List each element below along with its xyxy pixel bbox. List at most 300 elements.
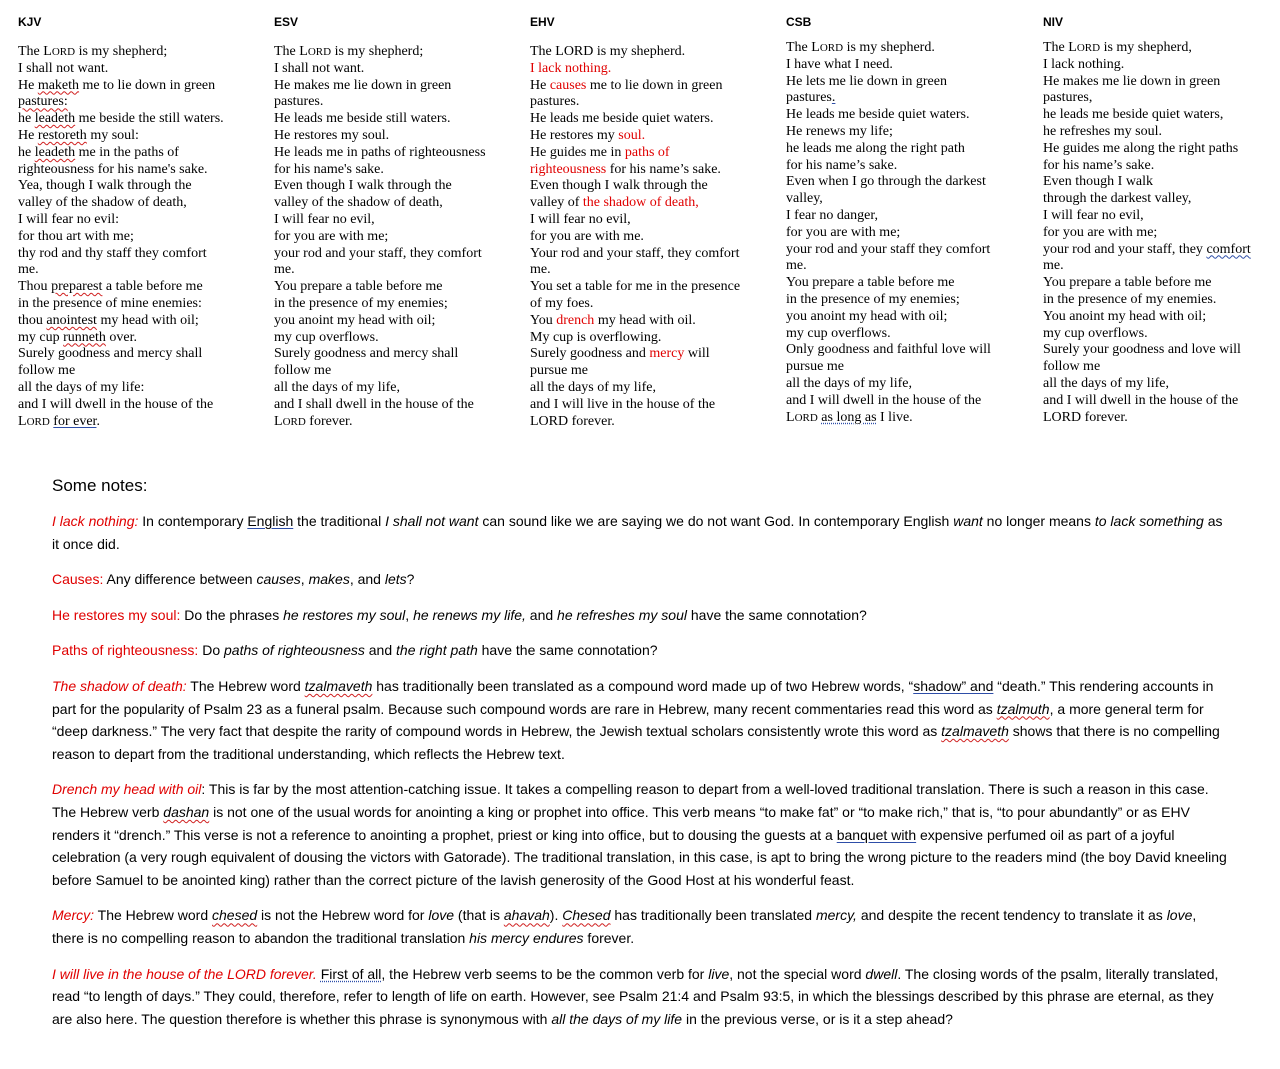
verse-line	[18, 195, 263, 212]
text-run: in the presence of my enemies;	[274, 295, 448, 311]
verse-line	[786, 275, 1031, 292]
verse-line	[1043, 410, 1280, 427]
text-run: He restores my soul:	[52, 606, 181, 623]
verse-line	[274, 162, 519, 179]
text-run: he	[18, 144, 35, 160]
text-run: You prepare a table before me	[786, 275, 955, 291]
verse-line	[274, 212, 519, 229]
verse-line	[786, 242, 1031, 259]
text-run: ORD	[819, 42, 844, 54]
verse-line	[18, 94, 263, 111]
text-run: Even when I go through the darkest	[786, 174, 986, 190]
text-run: (that is	[454, 907, 504, 924]
text-run: no longer means	[982, 513, 1095, 529]
verse-line	[1043, 40, 1280, 57]
verse-line	[786, 141, 1031, 158]
text-run: valley of the shadow of death,	[18, 195, 187, 211]
text-run: I will fear no evil,	[530, 211, 631, 227]
text-run: his mercy endures	[469, 929, 584, 946]
text-run: I shall not want.	[274, 60, 365, 76]
text-run: He leads me in paths of righteousness	[274, 144, 486, 160]
text-run: your rod and your staff, they comfort	[274, 245, 482, 261]
text-run: have the same connotation?	[686, 606, 867, 623]
text-run: for his name’s sake.	[606, 161, 721, 177]
verse-line	[274, 380, 519, 397]
verse-line	[18, 380, 263, 397]
verse-line	[1043, 326, 1280, 343]
text-run: He restores my soul.	[274, 127, 390, 143]
text-run: Even though I walk through the	[530, 178, 708, 194]
verse-line	[274, 346, 519, 363]
verse-line	[786, 410, 1031, 427]
column-heading: KJV	[18, 15, 42, 29]
text-run: I will fear no evil:	[18, 211, 120, 227]
verse-line	[1043, 90, 1280, 107]
text-run: and I will live in the house of the	[530, 396, 716, 412]
text-run: ORD	[51, 46, 76, 58]
note-shadow-of-death	[52, 675, 1232, 765]
text-run: and I will dwell in the house of the	[18, 396, 214, 412]
text-run: he	[18, 111, 35, 127]
text-run: restoreth	[37, 127, 87, 143]
text-run: shadow” and	[913, 677, 994, 694]
text-run: You anoint my head with oil;	[1043, 308, 1207, 324]
text-run: my head with oil.	[594, 312, 696, 328]
text-run: : This is far by the most attention-catching issue. It takes a compelling reason to depart from a well-loved traditional translation. There is such a reason in this case. The Hebrew verb	[52, 781, 1209, 820]
verse-line	[274, 128, 519, 145]
text-run: valley of the shadow of death,	[274, 195, 443, 211]
text-run: You prepare a table before me	[274, 279, 443, 295]
text-run: forever.	[305, 413, 353, 429]
text-run: chesed	[212, 907, 258, 924]
note-restores-soul	[52, 604, 1232, 627]
text-run: me to lie down in green	[79, 77, 216, 93]
verse-line	[1043, 393, 1280, 410]
verse-line	[274, 262, 519, 279]
text-run: comfort	[1206, 241, 1251, 257]
text-run: paths of	[624, 144, 670, 160]
text-run: L	[274, 413, 283, 429]
verse-line	[786, 174, 1031, 191]
verse-line	[530, 246, 775, 263]
text-run: L	[43, 44, 52, 59]
text-run: he leads me beside quiet waters,	[1043, 107, 1224, 123]
text-run: banquet with	[836, 826, 917, 843]
text-run: to lack something	[1094, 513, 1204, 529]
verse-line	[18, 229, 263, 246]
verse-line	[1043, 191, 1280, 208]
text-run: pastures.	[274, 94, 324, 110]
text-run: have the same connotation?	[477, 642, 658, 659]
text-run: the traditional	[293, 513, 386, 529]
verse-line	[530, 313, 775, 330]
verse-line	[18, 61, 263, 78]
text-run: ,	[300, 571, 309, 588]
text-run: Causes:	[52, 571, 104, 588]
text-run: I lack nothing:	[52, 513, 139, 529]
verse-line	[1043, 292, 1280, 309]
column-kjv	[18, 12, 263, 430]
text-run: over.	[105, 329, 137, 345]
verse-line	[786, 376, 1031, 393]
verse-line	[1043, 158, 1280, 175]
verse-line	[274, 330, 519, 347]
verse-line	[274, 61, 519, 78]
verse-line	[530, 279, 775, 296]
verse-line	[1043, 57, 1280, 74]
verse-line	[1043, 74, 1280, 91]
text-run: forever.	[583, 929, 635, 946]
text-run: I will live in the house of the LORD forever.	[52, 965, 317, 982]
text-run: runneth	[63, 329, 106, 345]
text-run: me to lie down in green	[586, 77, 723, 93]
notes-title: Some notes:	[52, 476, 148, 495]
text-run: me beside the still waters.	[75, 111, 224, 127]
psalm-text	[530, 44, 775, 430]
text-run: of my foes.	[530, 295, 594, 311]
text-run: L	[18, 413, 27, 429]
verse-line	[18, 296, 263, 313]
text-run: follow me	[274, 363, 332, 379]
text-run: he refreshes my soul	[557, 606, 687, 623]
psalm-text	[1043, 40, 1280, 426]
text-run: , a more general term for “deep darkness.” The very fact that despite the rarity of compound words in Hebrew, the Jewish textual scholars consistently wrote this word as	[52, 700, 1204, 740]
verse-line	[1043, 124, 1280, 141]
text-run: I shall not want.	[18, 60, 109, 76]
text-run: and I shall dwell in the house of the	[274, 396, 474, 412]
text-run: He lets me lie down in green	[786, 73, 947, 89]
text-run: ORD	[282, 415, 306, 428]
text-run: He guides me along the right paths	[1043, 140, 1239, 156]
verse-line	[530, 44, 775, 61]
text-run: and	[364, 642, 397, 659]
verse-line	[786, 191, 1031, 208]
verse-line	[18, 78, 263, 95]
text-run: the shadow of death,	[582, 195, 699, 211]
text-run: the right path	[396, 642, 478, 659]
verse-line	[1043, 359, 1280, 376]
verse-line	[274, 397, 519, 414]
text-run: he leads me along the right path	[786, 140, 965, 156]
text-run: for you are with me;	[786, 224, 901, 240]
text-run: all the days of my life,	[530, 379, 656, 395]
text-run: and I will dwell in the house of the	[1043, 392, 1239, 408]
text-run: for his name’s sake.	[1043, 157, 1155, 173]
text-run: Thou	[18, 279, 52, 295]
text-run: leadeth	[34, 111, 76, 127]
text-run: righteousness	[530, 161, 607, 177]
text-run: thy rod and thy staff they comfort	[18, 245, 207, 261]
text-run: for thou art with me;	[18, 228, 134, 244]
text-run: and I will dwell in the house of the	[786, 392, 982, 408]
text-run: He makes me lie down in green	[1043, 73, 1221, 89]
text-run: He	[18, 77, 38, 93]
verse-line	[274, 279, 519, 296]
text-run: leadeth	[34, 144, 76, 160]
text-run: pastures	[786, 90, 832, 106]
text-run: You prepare a table before me	[1043, 275, 1212, 291]
verse-line	[274, 414, 519, 431]
text-run: . The closing words of the psalm, literally translated, read “to length of days.” They could, therefore, refer to length of life on earth. However, see Psalm 21:4 and Psalm 93:5, in which the blessings described by this phrase are eternal, as they are also here. The question therefore is whether this phrase is synonymous with	[52, 965, 1219, 1027]
text-run: In contemporary	[138, 513, 248, 529]
verse-line	[786, 359, 1031, 376]
verse-line	[530, 229, 775, 246]
text-run: He restores my	[530, 127, 619, 143]
text-run: pursue me	[530, 363, 588, 379]
verse-line	[274, 229, 519, 246]
text-run: anointest	[46, 312, 97, 328]
text-run: My cup is overflowing.	[530, 329, 662, 345]
verse-line	[1043, 107, 1280, 124]
text-run: mercy	[649, 346, 685, 362]
text-run: L	[786, 409, 795, 425]
verse-line	[530, 128, 775, 145]
text-run: my head with oil;	[96, 312, 199, 328]
verse-line	[18, 363, 263, 380]
text-run: Your rod and your staff, they comfort	[530, 245, 740, 261]
text-run: The Hebrew word	[186, 677, 305, 694]
verse-line	[786, 74, 1031, 91]
verse-line	[18, 313, 263, 330]
column-heading: CSB	[786, 15, 812, 29]
text-run: you anoint my head with oil;	[274, 312, 436, 328]
verse-line	[18, 111, 263, 128]
verse-line	[274, 363, 519, 380]
text-run: He renews my life;	[786, 123, 893, 139]
text-run: He leads me beside quiet waters.	[530, 111, 714, 127]
text-run: he refreshes my soul.	[1043, 123, 1162, 139]
verse-line	[274, 44, 519, 61]
verse-line	[786, 258, 1031, 275]
text-run: , the Hebrew verb seems to be the common verb for	[381, 965, 709, 982]
note-paths-of-righteousness	[52, 639, 1232, 662]
verse-line	[786, 393, 1031, 410]
text-run: First of all	[320, 965, 382, 982]
verse-line	[274, 78, 519, 95]
text-run: pursue me	[786, 359, 844, 375]
text-run: all the days of my life,	[1043, 375, 1169, 391]
text-run: .	[831, 90, 836, 106]
text-run: love	[428, 907, 455, 924]
text-run: I have what I need.	[786, 56, 893, 72]
text-run: your rod and your staff, they	[1043, 241, 1207, 257]
verse-line	[1043, 141, 1280, 158]
text-run: in the presence of my enemies;	[786, 291, 960, 307]
note-causes	[52, 568, 1232, 591]
text-run: as it once did.	[52, 513, 1223, 552]
verse-line	[18, 397, 263, 414]
verse-line	[530, 262, 775, 279]
text-run: is not one of the usual words for anointing a king or prophet into office. This verb means “to make fat” or “to make rich,” that is, “to pour abundantly” or as EHV renders it “drench.” This verse is not a reference to anointing a prophet, priest or king into office, but to dousing the guests at a	[52, 803, 1190, 843]
verse-line	[18, 212, 263, 229]
column-heading: NIV	[1043, 15, 1064, 29]
text-run: dashan	[163, 803, 210, 820]
text-run: valley,	[786, 191, 823, 207]
text-run: my soul:	[86, 127, 139, 143]
verse-line	[1043, 309, 1280, 326]
verse-line	[18, 162, 263, 179]
text-run: for you are with me.	[530, 228, 644, 244]
text-run: in the presence of mine enemies:	[18, 295, 202, 311]
text-run: I will fear no evil,	[274, 211, 375, 227]
text-run: dwell	[865, 965, 898, 982]
text-run: He leads me beside still waters.	[274, 111, 451, 127]
text-run: drench	[556, 312, 595, 328]
verse-line	[274, 94, 519, 111]
verse-line	[274, 195, 519, 212]
text-run: maketh	[37, 77, 80, 93]
column-niv	[1043, 8, 1280, 426]
text-run: mercy,	[815, 907, 857, 924]
text-run: is my shepherd;	[331, 44, 424, 59]
text-run: ?	[406, 571, 415, 588]
text-run: ).	[549, 907, 563, 924]
note-drench-head	[52, 778, 1232, 891]
verse-line	[530, 195, 775, 212]
verse-line	[786, 326, 1031, 343]
verse-line	[1043, 258, 1280, 275]
text-run: LORD forever.	[530, 413, 615, 429]
text-run: He leads me beside quiet waters.	[786, 107, 970, 123]
text-run: The	[18, 44, 44, 59]
column-heading: ESV	[274, 15, 299, 29]
verse-line	[274, 178, 519, 195]
verse-line	[1043, 208, 1280, 225]
text-run: has traditionally been translated	[610, 907, 816, 924]
text-run: you anoint my head with oil;	[786, 308, 948, 324]
text-run: is not the Hebrew word for	[257, 907, 429, 924]
text-run: all the days of my life	[551, 1010, 683, 1027]
text-run: He guides me in	[530, 144, 625, 160]
verse-line	[18, 330, 263, 347]
text-run: is my shepherd;	[75, 44, 168, 59]
text-run: follow me	[18, 363, 76, 379]
note-live-in-house	[52, 963, 1232, 1031]
verse-line	[530, 363, 775, 380]
text-run: I will fear no evil,	[1043, 207, 1144, 223]
text-run: makes	[308, 571, 350, 588]
verse-line	[274, 111, 519, 128]
text-run: all the days of my life,	[274, 379, 400, 395]
column-ehv	[530, 12, 775, 430]
verse-line	[1043, 376, 1280, 393]
text-run: soul.	[618, 127, 646, 143]
text-run: ,	[405, 606, 414, 623]
text-run: Surely goodness and mercy shall	[18, 346, 203, 362]
verse-line	[1043, 225, 1280, 242]
verse-line	[18, 414, 263, 431]
text-run: me.	[274, 262, 295, 278]
text-run: Even though I walk	[1043, 174, 1154, 190]
text-run: thou	[18, 312, 47, 328]
verse-line	[786, 90, 1031, 107]
text-run: he restores my soul	[283, 606, 406, 623]
psalm-text	[18, 44, 263, 430]
translation-columns	[0, 0, 1280, 450]
text-run: He	[18, 127, 38, 143]
text-run: Any difference between	[103, 571, 257, 588]
verse-line	[786, 225, 1031, 242]
text-run: for his name's sake.	[274, 161, 384, 177]
verse-line	[18, 279, 263, 296]
text-run: he renews my life,	[413, 606, 526, 623]
text-run: .	[96, 413, 100, 429]
note-mercy	[52, 904, 1232, 949]
verse-line	[530, 212, 775, 229]
text-run: Surely your goodness and love will	[1043, 342, 1241, 358]
text-run: and despite the recent tendency to translate it as	[856, 907, 1167, 924]
text-run: follow me	[1043, 359, 1101, 375]
verse-line	[530, 380, 775, 397]
text-run: pastures.	[530, 94, 580, 110]
text-run: Paths of righteousness:	[52, 642, 199, 659]
text-run: my cup overflows.	[786, 325, 891, 341]
text-run: Only goodness and faithful love will	[786, 342, 991, 358]
verse-line	[1043, 242, 1280, 259]
text-run: The LORD is my shepherd.	[530, 44, 686, 59]
verse-line	[1043, 275, 1280, 292]
text-run: Do the phrases	[180, 606, 284, 623]
verse-line	[274, 313, 519, 330]
text-run: I shall not want	[385, 513, 479, 529]
text-run: my cup overflows.	[274, 329, 379, 345]
text-run: He makes me lie down in green	[274, 77, 452, 93]
verse-line	[530, 178, 775, 195]
text-run: through the darkest valley,	[1043, 191, 1192, 207]
verse-line	[530, 397, 775, 414]
text-run: pastures,	[1043, 90, 1093, 106]
verse-line	[530, 61, 775, 78]
text-run: me.	[18, 262, 39, 278]
verse-line	[530, 111, 775, 128]
verse-line	[530, 330, 775, 347]
text-run: I lack nothing.	[530, 60, 612, 76]
text-run: ahavah	[503, 907, 550, 924]
text-run: is my shepherd.	[843, 40, 935, 55]
text-run: pastures:	[18, 94, 68, 110]
text-run: Surely goodness and	[530, 346, 650, 362]
text-run: will	[684, 346, 710, 362]
note-lack-nothing	[52, 510, 1232, 555]
column-csb	[786, 8, 1031, 426]
text-run: ORD	[1076, 42, 1101, 54]
text-run: I fear no danger,	[786, 207, 878, 223]
verse-line	[274, 145, 519, 162]
text-run: has traditionally been translated as a compound word made up of two Hebrew words, “	[372, 677, 914, 694]
text-run: LORD forever.	[1043, 409, 1128, 425]
verse-line	[786, 342, 1031, 359]
text-run: all the days of my life:	[18, 379, 145, 395]
verse-line	[530, 162, 775, 179]
text-run: my cup	[18, 329, 64, 345]
text-run: Surely goodness and mercy shall	[274, 346, 459, 362]
text-run: tzalmuth	[996, 700, 1050, 717]
text-run: for you are with me;	[274, 228, 389, 244]
text-run: shows that there is no compelling reason to depart from the traditional understanding, which reflects the Hebrew text.	[52, 723, 1220, 762]
text-run: ORD	[26, 415, 50, 428]
text-run: preparest	[51, 279, 103, 295]
text-run: ORD	[794, 411, 818, 424]
text-run: me.	[1043, 258, 1064, 274]
text-run: for you are with me;	[1043, 224, 1158, 240]
text-run: Do	[198, 642, 224, 659]
verse-line	[274, 246, 519, 263]
text-run: Yea, though I walk through the	[18, 178, 192, 194]
verse-line	[530, 94, 775, 111]
verse-line	[530, 414, 775, 431]
text-run: I lack nothing.	[1043, 56, 1125, 72]
text-run: as long as	[821, 409, 877, 425]
